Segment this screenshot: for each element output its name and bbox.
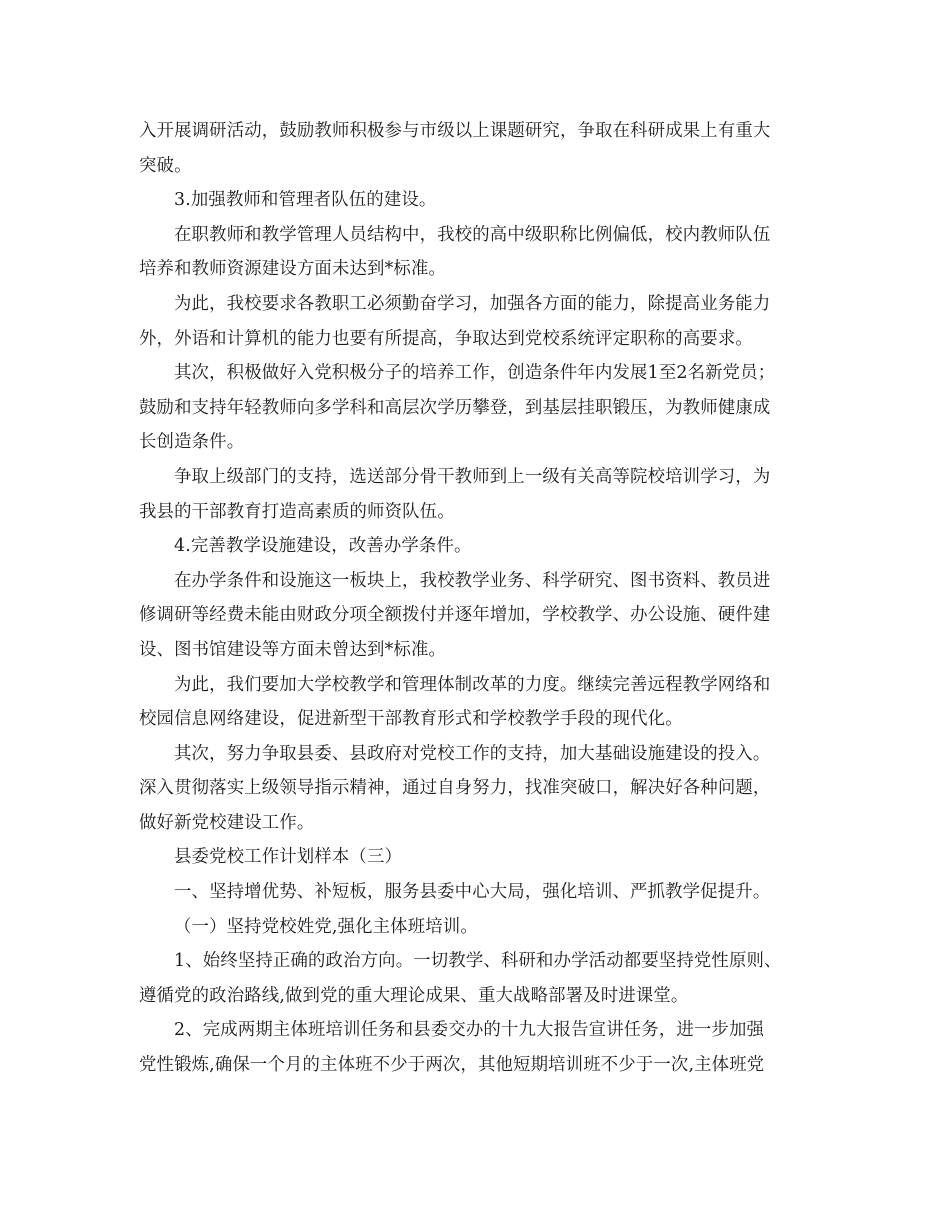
text-line: 长创造条件。 xyxy=(139,432,245,453)
text-line: 遵循党的政治路线,做到党的重大理论成果、重大战略部署及时进课堂。 xyxy=(139,985,689,1006)
text-line: 1、始终坚持正确的政治方向。一切教学、科研和办学活动都要坚持党性原则、 xyxy=(174,951,782,972)
text-line: 修调研等经费未能由财政分项全额拨付并逐年增加，学校教学、办公设施、硬件建 xyxy=(139,605,771,626)
text-line: 突破。 xyxy=(139,155,192,176)
text-line: 入开展调研活动，鼓励教师积极参与市级以上课题研究，争取在科研成果上有重大 xyxy=(139,121,771,141)
text-line: 党性锻炼,确保一个月的主体班不少于两次，其他短期培训班不少于一次,主体班党 xyxy=(139,1055,765,1076)
text-line: 3.加强教师和管理者队伍的建设。 xyxy=(174,190,437,211)
text-line: 为此，我校要求各教职工必须勤奋学习，加强各方面的能力，除提高业务能力 xyxy=(174,293,771,314)
text-line: 县委党校工作计划样本（三） xyxy=(174,847,403,868)
text-line: 4.完善教学设施建设，改善办学条件。 xyxy=(174,536,472,557)
text-line: 其次，努力争取县委、县政府对党校工作的支持，加大基础设施建设的投入。 xyxy=(174,743,771,764)
text-line: 在职教师和教学管理人员结构中，我校的高中级职称比例偏低，校内教师队伍 xyxy=(174,224,771,245)
text-line: 2、完成两期主体班培训任务和县委交办的十九大报告宣讲任务，进一步加强 xyxy=(174,1020,765,1041)
text-line: 鼓励和支持年轻教师向多学科和高层次学历攀登，到基层挂职锻压，为教师健康成 xyxy=(139,397,771,418)
text-line: 培养和教师资源建设方面未达到*标准。 xyxy=(139,259,447,280)
text-line: 我县的干部教育打造高素质的师资队伍。 xyxy=(139,501,455,522)
text-line: 其次，积极做好入党积极分子的培养工作，创造条件年内发展1至2名新党员； xyxy=(174,363,776,384)
text-line: 外，外语和计算机的能力也要有所提高，争取达到党校系统评定职称的高要求。 xyxy=(139,328,753,349)
text-line: 为此，我们要加大学校教学和管理体制改革的力度。继续完善远程教学网络和 xyxy=(174,674,771,695)
text-line: 做好新党校建设工作。 xyxy=(139,812,315,833)
text-line: 一、坚持增优势、补短板，服务县委中心大局，强化培训、严抓教学促提升。 xyxy=(174,882,771,903)
text-line: 深入贯彻落实上级领导指示精神，通过自身努力，找准突破口，解决好各种问题， xyxy=(139,778,771,799)
text-line: （一）坚持党校姓党,强化主体班培训。 xyxy=(174,916,478,937)
text-line: 在办学条件和设施这一板块上，我校教学业务、科学研究、图书资料、教员进 xyxy=(174,570,771,591)
document-body xyxy=(139,114,829,1083)
text-line: 校园信息网络建设，促进新型干部教育形式和学校教学手段的现代化。 xyxy=(139,709,683,730)
text-line: 争取上级部门的支持，选送部分骨干教师到上一级有关高等院校培训学习，为 xyxy=(174,466,771,487)
text-line: 设、图书馆建设等方面未曾达到*标准。 xyxy=(139,639,447,660)
